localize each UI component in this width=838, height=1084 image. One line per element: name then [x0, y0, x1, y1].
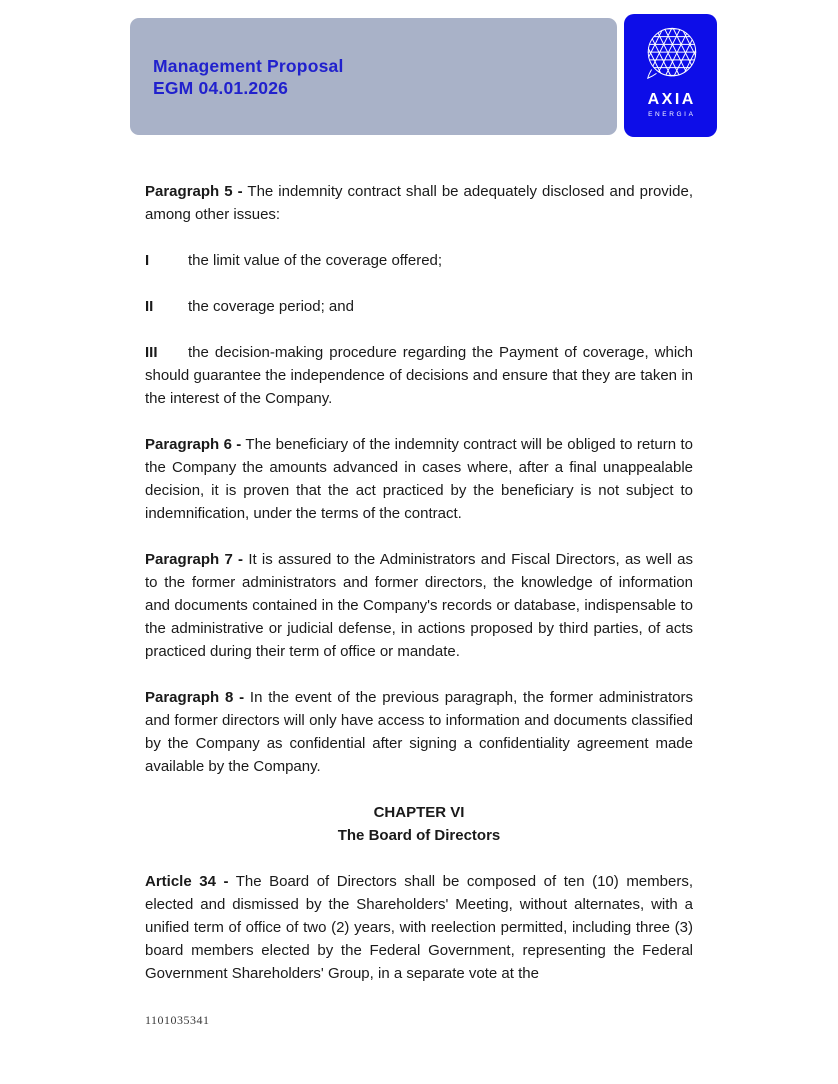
paragraph-8-label: Paragraph 8 -: [145, 689, 245, 706]
article-34-text: The Board of Directors shall be composed of ten (10) members, elected and dismissed by the Shareholders' Meeting, without alternates, with a unified term of office of two (2) years, with reelection permitted, including three (3) board members elected by the Federal Government, representing the Federal Government Shareholders' Group, in a separate vote at the: [145, 873, 693, 982]
article-34-label: Article 34 -: [145, 873, 229, 890]
document-footer: [145, 1013, 210, 1028]
paragraph-7-text: It is assured to the Administrators and Fiscal Directors, as well as to the former administrators and former directors, the knowledge of information and documents contained in the Company's records or database, indispensable to the administrative or judicial defense, in actions proposed by third parties, of acts practiced during their term of office or mandate.: [145, 551, 693, 660]
document-title: Management Proposal: [153, 55, 344, 76]
document-body: [145, 180, 693, 985]
list-item-iii-text: the decision-making procedure regarding the Payment of coverage, which should guarantee the independence of decisions and ensure that they are taken in the interest of the Company.: [145, 344, 693, 407]
paragraph-5-text: The indemnity contract shall be adequately disclosed and provide, among other issues:: [145, 183, 693, 223]
chapter-title: The Board of Directors: [337, 827, 501, 844]
list-item-iii: [145, 341, 693, 410]
chapter-number: CHAPTER VI: [373, 804, 465, 821]
paragraph-7-label: Paragraph 7 -: [145, 551, 244, 568]
header-banner: [130, 18, 617, 135]
list-item-iii-numeral: III: [145, 344, 158, 361]
paragraph-6: [145, 433, 693, 525]
logo-brand-text: AXIA: [647, 91, 696, 108]
paragraph-6-text: The beneficiary of the indemnity contract will be obliged to return to the Company the amounts advanced in cases where, after a final unappealable decision, it is proven that the act practiced by the beneficiary is not subject to indemnification, under the terms of the contract.: [145, 436, 693, 522]
paragraph-8-text: In the event of the previous paragraph, the former administrators and former directors will only have access to information and documents classified by the Company as confidential after signing a confidentiality agreement made available by the Company.: [145, 689, 694, 775]
list-item-ii: [145, 295, 693, 318]
chapter-heading: [145, 801, 693, 847]
list-item-ii-numeral: II: [145, 298, 154, 315]
document-number: 1101035341: [145, 1013, 210, 1027]
document-subtitle: EGM 04.01.2026: [153, 77, 289, 98]
list-item-i-text: the limit value of the coverage offered;: [188, 252, 443, 269]
paragraph-5-label: Paragraph 5 -: [145, 183, 243, 200]
list-item-i-numeral: I: [145, 252, 150, 269]
company-logo: [624, 14, 717, 137]
paragraph-8: [145, 686, 693, 778]
paragraph-7: [145, 548, 693, 663]
header: [130, 14, 717, 137]
list-item-ii-text: the coverage period; and: [188, 298, 354, 315]
paragraph-5: [145, 180, 693, 226]
geodesic-sphere-icon: [640, 23, 702, 87]
list-item-i: [145, 249, 693, 272]
paragraph-6-label: Paragraph 6 -: [145, 436, 242, 453]
article-34: [145, 870, 693, 985]
logo-tagline-text: ENERGIA: [648, 111, 696, 118]
